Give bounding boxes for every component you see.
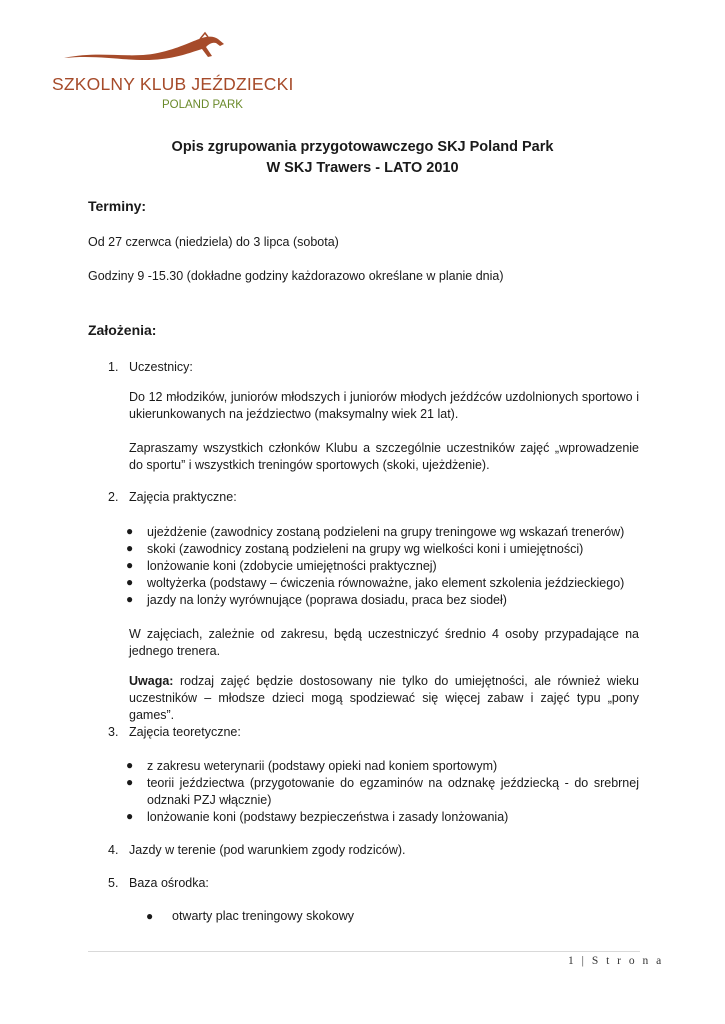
praktyczne-para: W zajęciach, zależnie od zakresu, będą uczestniczyć średnio 4 osoby przypadające na jednego trenera.: [129, 627, 639, 658]
bullet-icon: ●: [126, 809, 134, 823]
section-label-teren: Jazdy w terenie (pod warunkiem zgody rodziców).: [129, 843, 406, 857]
section-label-uczestnicy: Uczestnicy:: [129, 360, 193, 374]
zalozenia-heading: Założenia:: [88, 322, 157, 338]
list-item: skoki (zawodnicy zostaną podzieleni na grupy wg wielkości koni i umiejętności): [147, 542, 584, 556]
page-footer: [568, 955, 664, 967]
bullet-icon: ●: [126, 524, 134, 538]
section-label-praktyczne: Zajęcia praktyczne:: [129, 490, 237, 504]
bullet-icon: ●: [126, 575, 134, 589]
list-item: lonżowanie koni (zdobycie umiejętności praktycznej): [147, 559, 437, 573]
page-number: 1: [568, 955, 577, 967]
list-item: ujeżdżenie (zawodnicy zostaną podzieleni na grupy treningowe wg wskazań trenerów): [147, 525, 625, 539]
list-number: 2.: [108, 490, 119, 504]
uwaga-note: [129, 673, 639, 724]
footer-label: S t r o n a: [591, 955, 664, 967]
list-number: 5.: [108, 876, 119, 890]
terminy-dates: Od 27 czerwca (niedziela) do 3 lipca (sobota): [88, 235, 339, 249]
list-item: jazdy na lonży wyrównujące (poprawa dosiadu, praca bez siodeł): [147, 593, 507, 607]
list-item: z zakresu weterynarii (podstawy opieki nad koniem sportowym): [147, 759, 498, 773]
section-label-teoretyczne: Zajęcia teoretyczne:: [129, 725, 241, 739]
terminy-heading: Terminy:: [88, 198, 147, 214]
list-item: lonżowanie koni (podstawy bezpieczeństwa i zasady lonżowania): [147, 810, 509, 824]
uwaga-text: rodzaj zajęć będzie dostosowany nie tylko do umiejętności, ale również wieku uczestników – młodsze dzieci mogą spodziewać się więcej zabaw i zajęć typu „pony games”.: [129, 674, 639, 722]
footer-divider: [88, 951, 640, 952]
page-title-line1: Opis zgrupowania przygotowawczego SKJ Poland Park: [171, 139, 554, 155]
list-item: woltyżerka (podstawy – ćwiczenia równoważne, jako element szkolenia jeździeckiego): [147, 576, 625, 590]
uczestnicy-para1: Do 12 młodzików, juniorów młodszych i juniorów młodych jeźdźców uzdolnionych sportowo i ukierunkowanych na jeździectwo (maksymalny wiek 21 lat).: [129, 390, 639, 421]
horse-logo-icon: [62, 30, 232, 70]
footer-separator: |: [581, 955, 587, 967]
bullet-icon: ●: [126, 775, 134, 789]
bullet-icon: ●: [126, 758, 134, 772]
section-label-baza: Baza ośrodka:: [129, 876, 209, 890]
list-number: 3.: [108, 725, 119, 739]
bullet-icon: ●: [126, 541, 134, 555]
list-number: 1.: [108, 360, 119, 374]
page-title-line2: W SKJ Trawers - LATO 2010: [266, 160, 459, 176]
terminy-hours: Godziny 9 -15.30 (dokładne godziny każdorazowo określane w planie dnia): [88, 269, 504, 283]
list-item: otwarty plac treningowy skokowy: [172, 909, 355, 923]
bullet-icon: ●: [126, 592, 134, 606]
uwaga-label: Uwaga:: [129, 674, 174, 688]
club-subtitle: POLAND PARK: [162, 99, 243, 111]
bullet-icon: ●: [126, 558, 134, 572]
bullet-icon: ●: [146, 909, 154, 923]
list-number: 4.: [108, 843, 119, 857]
list-item: teorii jeździectwa (przygotowanie do egzaminów na odznakę jeździecką - do srebrnej odznaki PZJ włącznie): [147, 776, 639, 807]
uczestnicy-para2: Zapraszamy wszystkich członków Klubu a szczególnie uczestników zajęć „wprowadzenie do sportu” i wszystkich treningów sportowych (skoki, ujeżdżenie).: [129, 441, 639, 472]
club-name: SZKOLNY KLUB JEŹDZIECKI: [52, 74, 294, 94]
